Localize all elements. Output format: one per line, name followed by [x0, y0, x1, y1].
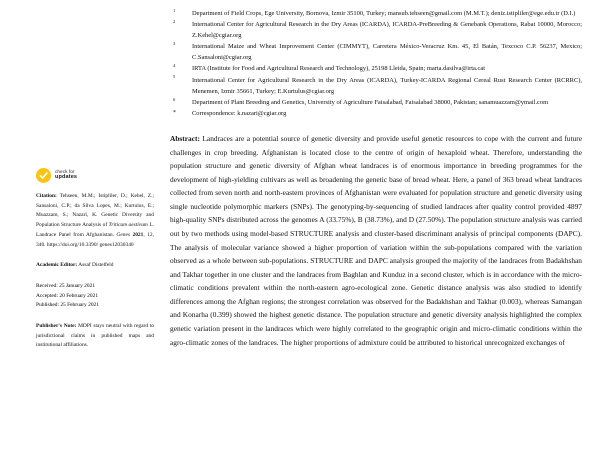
abstract-text: Landraces are a potential source of genetic diversity and provide useful genetic resources to cope with the current and future challenges in crop breeding. Afghanistan is located close to the centre of origin of hexaploid wheat. Therefore, understanding the population structure and genetic diversity of Afghan wheat landraces is of enormous importance in breeding programmes for the development of high-yielding cultivars as well as broadening the genetic base of bread wheat. Here, a panel of 363 bread wheat landraces collected from seven north and north-eastern provinces of Afghanistan were evaluated for population structure and genetic diversity using single nucleotide polymorphic markers (SNPs). The genotyping-by-sequencing of studied landraces after quality control provided 4897 high-quality SNPs distributed across the genomes A (33.75%), B (38.73%), and D (27.50%). The population structure analysis was carried out by two methods using model-based STRUCTURE analysis and cluster-based discriminant analysis of principal components (DAPC). The analysis of molecular variance showed a higher proportion of variation within the sub-populations compared with the variation observed as a whole between sub-populations. STRUCTURE and DAPC analysis grouped the majority of the landraces from Badakhshan and Takhar together in one cluster and the landraces from Baghlan and Kunduz in a second cluster, which is in accordance with the micro-climatic conditions prevalent within the north-eastern agro-ecological zone. Genetic distance analysis was also studied to identify differences among the Afghan regions; the strongest correlation was observed for the Badakhshan and Takhar (0.003), whereas Samangan and Konarha (0.399) showed the highest genetic distance. The population structure and genetic diversity analysis highlighted the complex genetic variation present in the landraces which were highly correlated to the geographic origin and micro-climatic conditions within the agro-climatic zones of the landraces. The higher proportions of admixture could be attributed to historical unrecognized exchanges of	[170, 133, 582, 347]
accepted-date: Accepted: 20 February 2021	[36, 292, 99, 299]
affiliation-text: International Maize and Wheat Improvement Center (CIMMYT), Carretera México-Veracruz Km. 45, El Batán, Texcoco C.P. 56237, Mexico; C.Sansaloni@cgiar.org	[192, 43, 582, 62]
affiliations-list	[170, 8, 582, 119]
check-for-updates-badge[interactable]	[36, 168, 154, 183]
citation-year: 2021	[130, 231, 144, 238]
badge-line-1: check for	[55, 169, 75, 175]
abstract-section	[170, 132, 582, 349]
affiliation-marker: 5	[173, 74, 176, 80]
affiliation-item	[170, 41, 582, 63]
citation-title-1: Population Structure Analysis of	[36, 222, 108, 229]
correspondence-marker: *	[173, 109, 176, 116]
publishers-note-label: Publisher's Note:	[36, 323, 77, 330]
check-circle-icon	[36, 168, 51, 183]
citation-title-3: from Afghanistan.	[73, 231, 117, 238]
badge-line-2: updates	[55, 173, 78, 180]
affiliation-item	[170, 75, 582, 97]
affiliation-item	[170, 97, 582, 108]
citation-authors-4: Nazari, K. Genetic Diversity and	[72, 212, 154, 219]
citation-label: Citation:	[36, 193, 57, 199]
published-date: Published: 25 February 2021	[36, 302, 99, 309]
received-date: Received: 25 January 2021	[36, 282, 96, 289]
correspondence-item	[170, 108, 582, 119]
academic-editor-name: Assaf Distelfeld	[77, 262, 114, 269]
citation-authors-3: Lopes, M.; Kurtulus, E.; Muazzam, S.;	[36, 202, 155, 219]
correspondence-text[interactable]: Correspondence: k.nazari@cgiar.org	[192, 109, 287, 117]
affiliation-marker: 4	[173, 63, 176, 69]
affiliation-text: International Center for Agricultural Research in the Dry Areas (ICARDA), Turkey-ICARDA Regional Cereal Rust Research Center (RCRRC), Menemen, Izmir 35661, Turkey; E.Kurtulus@cgiar.org	[192, 76, 582, 95]
affiliation-text: International Center for Agricultural Research in the Dry Areas (ICARDA), ICARDA-PreBreeding & Genebank Operations, Rabat 10000, Morocco; Z.Kehel@cgiar.org	[192, 21, 582, 40]
citation-title-species: Triticum aestivum	[108, 222, 148, 229]
affiliation-item	[170, 19, 582, 41]
affiliation-marker: 2	[173, 18, 176, 24]
citation-block	[36, 192, 154, 250]
article-sidebar	[36, 168, 154, 362]
citation-authors-1: Tehseen, M.M.; Istipliler,	[56, 193, 118, 199]
academic-editor-label: Academic Editor:	[36, 262, 78, 269]
citation-volume: , 12,	[143, 231, 155, 238]
publication-dates-block	[36, 282, 154, 311]
check-for-updates-label	[55, 170, 77, 181]
citation-title-2: L. Landrace Panel	[36, 222, 155, 238]
affiliation-text: Department of Plant Breeding and Genetics, University of Agriculture Faisalabad, Faisalabad 38000, Pakistan; sanamuazzam@ymail.com	[192, 98, 549, 106]
citation-journal: Genes	[116, 231, 131, 238]
citation-pages: 340.	[36, 241, 47, 248]
affiliation-item	[170, 8, 582, 19]
affiliation-text: IRTA (Institute for Food and Agricultural Research and Technology), 25198 Lleida, Spain; marta.dasilva@irta.cat	[192, 65, 485, 73]
affiliation-item	[170, 63, 582, 74]
citation-authors-2: D.; Kehel, Z.; Sansaloni, C.P.; da Silva	[36, 193, 154, 209]
academic-editor-block	[36, 261, 154, 271]
affiliation-marker: 3	[173, 41, 176, 47]
affiliation-text: Department of Field Crops, Ege University, Bornova, Izmir 35100, Turkey; mansub.tehseen@gmail.com (M.M.T.); deniz.istipliler@ege.edu.tr (D.I.)	[192, 10, 576, 17]
article-main-column	[170, 8, 582, 349]
publishers-note-block	[36, 322, 154, 351]
publishers-note-text: MDPI stays neutral with regard to jurisdictional claims in published maps and institutional affiliations.	[36, 323, 154, 349]
abstract-label: Abstract:	[170, 133, 200, 143]
citation-doi-line-1[interactable]: https://doi.org/10.3390/	[46, 241, 99, 248]
affiliation-marker: 1	[173, 7, 176, 13]
citation-doi-line-2[interactable]: genes12030340	[99, 241, 134, 248]
affiliation-marker: 6	[173, 96, 176, 102]
